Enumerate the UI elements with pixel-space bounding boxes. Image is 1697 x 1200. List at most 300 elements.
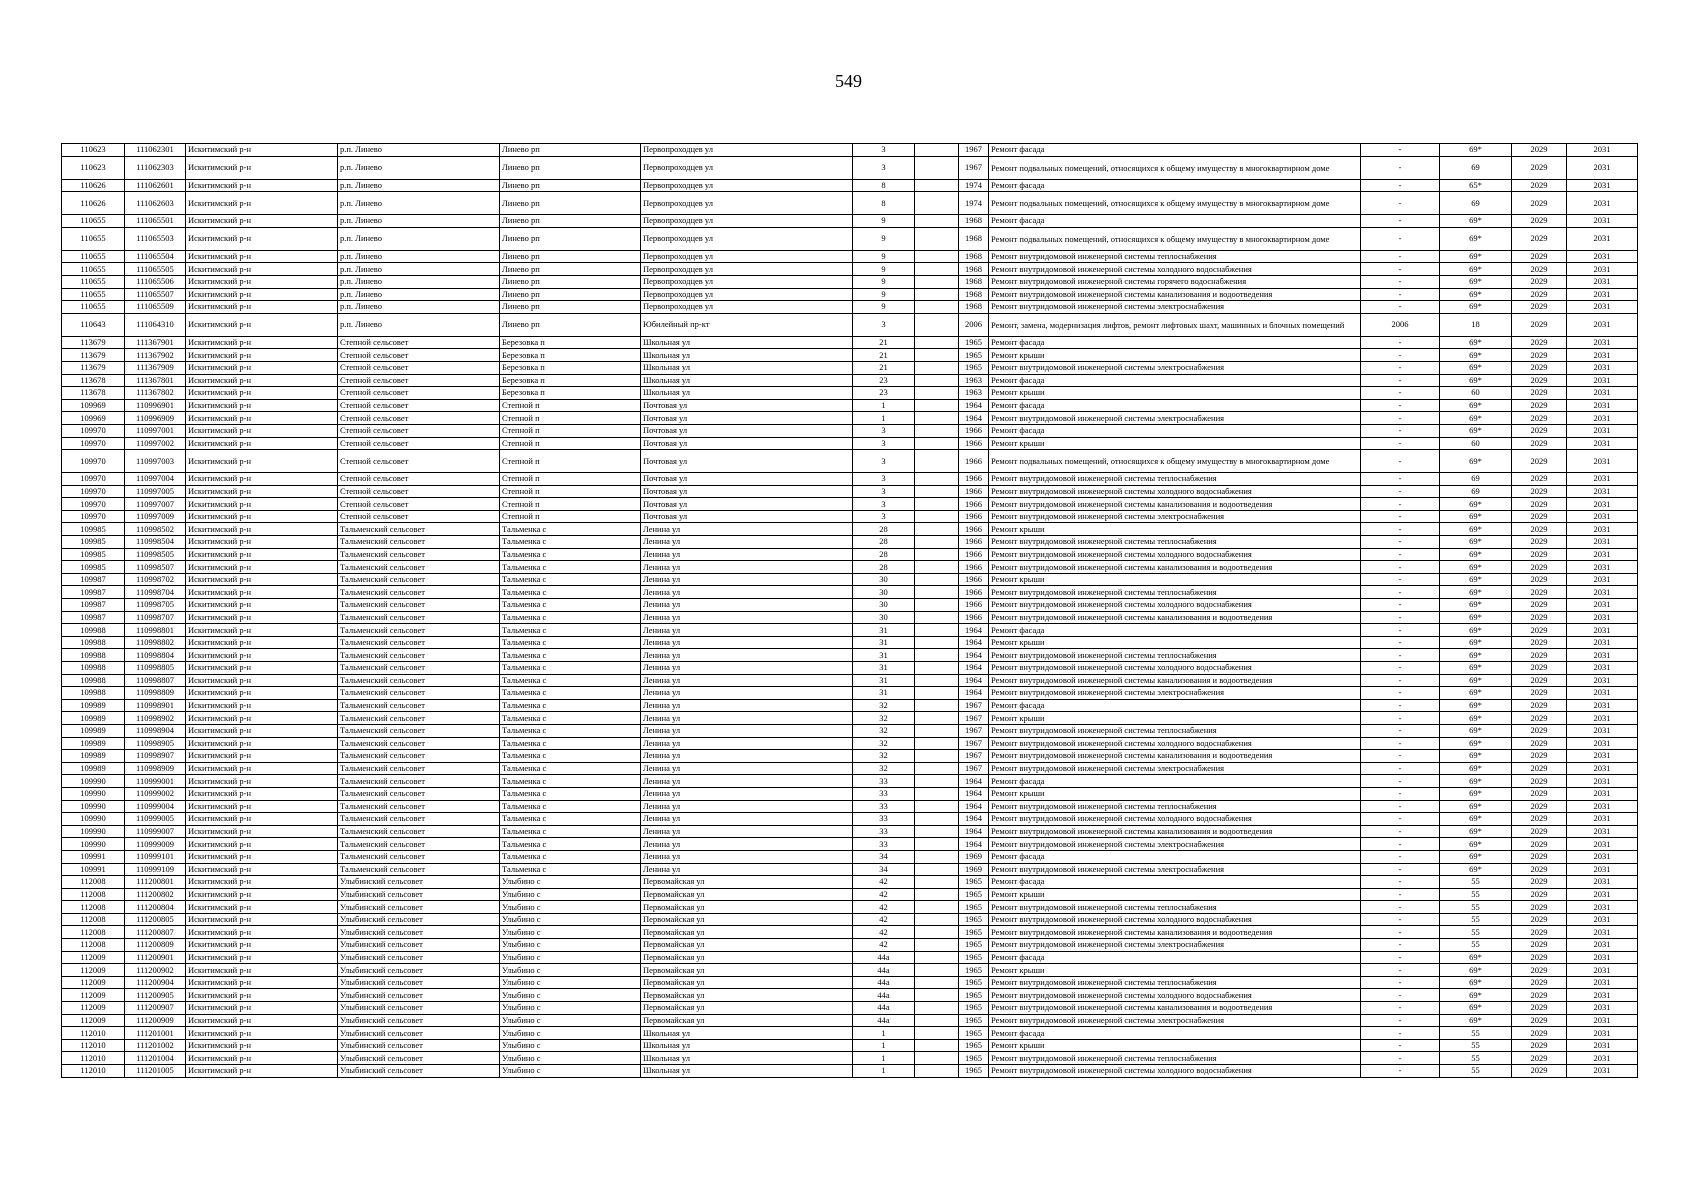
municipality-cell: Улыбинский сельсовет (338, 876, 500, 889)
building-cell (915, 762, 959, 775)
table-row (62, 913, 1638, 926)
work-id-cell: 111200902 (125, 964, 186, 977)
municipality-cell: Степной сельсовет (338, 399, 500, 412)
settlement-cell: Тальменка с (500, 624, 641, 637)
house-number-cell: 44а (853, 951, 915, 964)
district-cell: Искитимский р-н (186, 1039, 338, 1052)
house-id-cell: 112009 (62, 1002, 125, 1015)
work-type-cell: Ремонт фасада (989, 951, 1361, 964)
build-year-cell: 1968 (959, 288, 989, 301)
table-row (62, 926, 1638, 939)
table-row (62, 901, 1638, 914)
build-year-cell: 1966 (959, 510, 989, 523)
house-number-cell: 9 (853, 215, 915, 228)
work-type-cell: Ремонт внутридомовой инженерной системы канализования и водоотведения (989, 288, 1361, 301)
wear-cell: 69* (1440, 399, 1512, 412)
building-cell (915, 712, 959, 725)
house-number-cell: 3 (853, 473, 915, 486)
house-number-cell: 8 (853, 179, 915, 192)
last-repair-year-cell: - (1361, 699, 1440, 712)
building-cell (915, 775, 959, 788)
build-year-cell: 1965 (959, 901, 989, 914)
building-cell (915, 825, 959, 838)
end-year-cell: 2031 (1567, 838, 1638, 851)
start-year-cell: 2029 (1512, 288, 1567, 301)
house-number-cell: 9 (853, 288, 915, 301)
street-cell: Ленина ул (641, 813, 853, 826)
table-row (62, 510, 1638, 523)
house-number-cell: 9 (853, 250, 915, 263)
work-id-cell: 111064310 (125, 313, 186, 336)
work-type-cell: Ремонт внутридомовой инженерной системы горячего водоснабжения (989, 275, 1361, 288)
start-year-cell: 2029 (1512, 586, 1567, 599)
street-cell: Почтовая ул (641, 485, 853, 498)
settlement-cell: Тальменка с (500, 737, 641, 750)
house-id-cell: 109988 (62, 687, 125, 700)
settlement-cell: Тальменка с (500, 586, 641, 599)
end-year-cell: 2031 (1567, 737, 1638, 750)
street-cell: Первопроходцев ул (641, 192, 853, 215)
work-type-cell: Ремонт крыши (989, 523, 1361, 536)
work-type-cell: Ремонт подвальных помещений, относящихся к общему имуществу в многоквартирном доме (989, 192, 1361, 215)
start-year-cell: 2029 (1512, 374, 1567, 387)
municipality-cell: Тальменский сельсовет (338, 825, 500, 838)
work-type-cell: Ремонт крыши (989, 437, 1361, 450)
street-cell: Школьная ул (641, 1065, 853, 1078)
settlement-cell: Степной п (500, 498, 641, 511)
table-row (62, 762, 1638, 775)
build-year-cell: 1967 (959, 750, 989, 763)
municipality-cell: р.п. Линево (338, 215, 500, 228)
building-cell (915, 1065, 959, 1078)
wear-cell: 55 (1440, 876, 1512, 889)
municipality-cell: Тальменский сельсовет (338, 762, 500, 775)
house-number-cell: 21 (853, 361, 915, 374)
last-repair-year-cell: - (1361, 838, 1440, 851)
end-year-cell: 2031 (1567, 450, 1638, 473)
house-id-cell: 112008 (62, 876, 125, 889)
settlement-cell: Тальменка с (500, 762, 641, 775)
build-year-cell: 1968 (959, 301, 989, 314)
building-cell (915, 913, 959, 926)
settlement-cell: Улыбино с (500, 1065, 641, 1078)
end-year-cell: 2031 (1567, 473, 1638, 486)
settlement-cell: Улыбино с (500, 876, 641, 889)
work-id-cell: 110998704 (125, 586, 186, 599)
house-id-cell: 110655 (62, 275, 125, 288)
house-number-cell: 31 (853, 662, 915, 675)
build-year-cell: 1966 (959, 599, 989, 612)
build-year-cell: 1974 (959, 179, 989, 192)
municipality-cell: Тальменский сельсовет (338, 838, 500, 851)
work-type-cell: Ремонт внутридомовой инженерной системы канализования и водоотведения (989, 674, 1361, 687)
start-year-cell: 2029 (1512, 179, 1567, 192)
table-row (62, 1002, 1638, 1015)
table-row (62, 586, 1638, 599)
wear-cell: 69* (1440, 989, 1512, 1002)
municipality-cell: Тальменский сельсовет (338, 800, 500, 813)
end-year-cell: 2031 (1567, 215, 1638, 228)
work-id-cell: 110998802 (125, 636, 186, 649)
building-cell (915, 361, 959, 374)
table-row (62, 301, 1638, 314)
district-cell: Искитимский р-н (186, 636, 338, 649)
build-year-cell: 1965 (959, 976, 989, 989)
house-id-cell: 109990 (62, 800, 125, 813)
building-cell (915, 510, 959, 523)
last-repair-year-cell: - (1361, 951, 1440, 964)
start-year-cell: 2029 (1512, 573, 1567, 586)
end-year-cell: 2031 (1567, 424, 1638, 437)
building-cell (915, 144, 959, 157)
build-year-cell: 1966 (959, 536, 989, 549)
settlement-cell: Тальменка с (500, 813, 641, 826)
work-id-cell: 110998807 (125, 674, 186, 687)
end-year-cell: 2031 (1567, 179, 1638, 192)
building-cell (915, 611, 959, 624)
end-year-cell: 2031 (1567, 301, 1638, 314)
start-year-cell: 2029 (1512, 412, 1567, 425)
build-year-cell: 1966 (959, 450, 989, 473)
house-number-cell: 32 (853, 762, 915, 775)
work-type-cell: Ремонт внутридомовой инженерной системы теплоснабжения (989, 586, 1361, 599)
municipality-cell: Тальменский сельсовет (338, 636, 500, 649)
street-cell: Ленина ул (641, 561, 853, 574)
last-repair-year-cell: - (1361, 876, 1440, 889)
build-year-cell: 1966 (959, 573, 989, 586)
build-year-cell: 1968 (959, 227, 989, 250)
street-cell: Первопроходцев ул (641, 144, 853, 157)
table-row (62, 599, 1638, 612)
district-cell: Искитимский р-н (186, 250, 338, 263)
work-type-cell: Ремонт фасада (989, 179, 1361, 192)
table-row (62, 473, 1638, 486)
building-cell (915, 699, 959, 712)
district-cell: Искитимский р-н (186, 561, 338, 574)
house-number-cell: 21 (853, 336, 915, 349)
table-row (62, 450, 1638, 473)
work-type-cell: Ремонт крыши (989, 349, 1361, 362)
work-type-cell: Ремонт внутридомовой инженерной системы теплоснабжения (989, 901, 1361, 914)
wear-cell: 18 (1440, 313, 1512, 336)
house-number-cell: 42 (853, 926, 915, 939)
district-cell: Искитимский р-н (186, 301, 338, 314)
street-cell: Первомайская ул (641, 951, 853, 964)
street-cell: Школьная ул (641, 349, 853, 362)
end-year-cell: 2031 (1567, 951, 1638, 964)
house-number-cell: 44а (853, 989, 915, 1002)
house-number-cell: 30 (853, 573, 915, 586)
build-year-cell: 1964 (959, 412, 989, 425)
build-year-cell: 1967 (959, 724, 989, 737)
last-repair-year-cell: - (1361, 561, 1440, 574)
work-id-cell: 110998805 (125, 662, 186, 675)
municipality-cell: Тальменский сельсовет (338, 850, 500, 863)
house-number-cell: 33 (853, 838, 915, 851)
municipality-cell: р.п. Линево (338, 301, 500, 314)
municipality-cell: Тальменский сельсовет (338, 536, 500, 549)
district-cell: Искитимский р-н (186, 399, 338, 412)
building-cell (915, 624, 959, 637)
wear-cell: 69 (1440, 192, 1512, 215)
district-cell: Искитимский р-н (186, 412, 338, 425)
municipality-cell: Тальменский сельсовет (338, 662, 500, 675)
building-cell (915, 450, 959, 473)
district-cell: Искитимский р-н (186, 510, 338, 523)
street-cell: Школьная ул (641, 336, 853, 349)
building-cell (915, 424, 959, 437)
settlement-cell: Березовка п (500, 361, 641, 374)
wear-cell: 55 (1440, 913, 1512, 926)
last-repair-year-cell: - (1361, 1039, 1440, 1052)
settlement-cell: Линево рп (500, 250, 641, 263)
settlement-cell: Улыбино с (500, 1027, 641, 1040)
wear-cell: 69* (1440, 775, 1512, 788)
build-year-cell: 1967 (959, 762, 989, 775)
work-id-cell: 111201001 (125, 1027, 186, 1040)
wear-cell: 69* (1440, 674, 1512, 687)
work-type-cell: Ремонт внутридомовой инженерной системы канализования и водоотведения (989, 825, 1361, 838)
house-id-cell: 113678 (62, 374, 125, 387)
street-cell: Первопроходцев ул (641, 288, 853, 301)
district-cell: Искитимский р-н (186, 787, 338, 800)
settlement-cell: Линево рп (500, 156, 641, 179)
last-repair-year-cell: - (1361, 1002, 1440, 1015)
street-cell: Первомайская ул (641, 964, 853, 977)
district-cell: Искитимский р-н (186, 288, 338, 301)
house-id-cell: 110655 (62, 263, 125, 276)
municipality-cell: Улыбинский сельсовет (338, 888, 500, 901)
work-type-cell: Ремонт внутридомовой инженерной системы электроснабжения (989, 939, 1361, 952)
wear-cell: 69* (1440, 573, 1512, 586)
last-repair-year-cell: - (1361, 523, 1440, 536)
wear-cell: 55 (1440, 926, 1512, 939)
building-cell (915, 939, 959, 952)
settlement-cell: Тальменка с (500, 838, 641, 851)
building-cell (915, 215, 959, 228)
wear-cell: 69* (1440, 611, 1512, 624)
municipality-cell: Улыбинский сельсовет (338, 1039, 500, 1052)
build-year-cell: 1965 (959, 1039, 989, 1052)
last-repair-year-cell: - (1361, 964, 1440, 977)
work-type-cell: Ремонт фасада (989, 424, 1361, 437)
municipality-cell: Улыбинский сельсовет (338, 964, 500, 977)
table-row (62, 192, 1638, 215)
build-year-cell: 1974 (959, 192, 989, 215)
end-year-cell: 2031 (1567, 275, 1638, 288)
settlement-cell: Тальменка с (500, 548, 641, 561)
start-year-cell: 2029 (1512, 536, 1567, 549)
work-id-cell: 111200909 (125, 1014, 186, 1027)
build-year-cell: 1967 (959, 156, 989, 179)
end-year-cell: 2031 (1567, 1052, 1638, 1065)
build-year-cell: 1967 (959, 699, 989, 712)
house-id-cell: 109970 (62, 473, 125, 486)
start-year-cell: 2029 (1512, 649, 1567, 662)
house-id-cell: 109987 (62, 611, 125, 624)
building-cell (915, 863, 959, 876)
building-cell (915, 288, 959, 301)
table-row (62, 775, 1638, 788)
end-year-cell: 2031 (1567, 863, 1638, 876)
settlement-cell: Линево рп (500, 144, 641, 157)
street-cell: Почтовая ул (641, 450, 853, 473)
district-cell: Искитимский р-н (186, 850, 338, 863)
end-year-cell: 2031 (1567, 349, 1638, 362)
municipality-cell: Степной сельсовет (338, 473, 500, 486)
settlement-cell: Степной п (500, 424, 641, 437)
wear-cell: 69* (1440, 624, 1512, 637)
work-id-cell: 111367802 (125, 387, 186, 400)
settlement-cell: Степной п (500, 510, 641, 523)
work-id-cell: 111201005 (125, 1065, 186, 1078)
street-cell: Ленина ул (641, 611, 853, 624)
house-number-cell: 1 (853, 1039, 915, 1052)
settlement-cell: Улыбино с (500, 1002, 641, 1015)
district-cell: Искитимский р-н (186, 349, 338, 362)
building-cell (915, 989, 959, 1002)
end-year-cell: 2031 (1567, 800, 1638, 813)
build-year-cell: 1965 (959, 888, 989, 901)
house-number-cell: 44а (853, 976, 915, 989)
house-id-cell: 109989 (62, 750, 125, 763)
end-year-cell: 2031 (1567, 561, 1638, 574)
work-id-cell: 110998907 (125, 750, 186, 763)
work-type-cell: Ремонт внутридомовой инженерной системы холодного водоснабжения (989, 599, 1361, 612)
building-cell (915, 649, 959, 662)
table-row (62, 699, 1638, 712)
table-row (62, 144, 1638, 157)
district-cell: Искитимский р-н (186, 485, 338, 498)
wear-cell: 69* (1440, 636, 1512, 649)
house-id-cell: 112008 (62, 901, 125, 914)
work-type-cell: Ремонт фасада (989, 624, 1361, 637)
settlement-cell: Тальменка с (500, 787, 641, 800)
settlement-cell: Улыбино с (500, 888, 641, 901)
municipality-cell: Тальменский сельсовет (338, 750, 500, 763)
wear-cell: 69* (1440, 813, 1512, 826)
municipality-cell: Степной сельсовет (338, 485, 500, 498)
street-cell: Ленина ул (641, 850, 853, 863)
building-cell (915, 901, 959, 914)
house-id-cell: 110655 (62, 301, 125, 314)
end-year-cell: 2031 (1567, 336, 1638, 349)
district-cell: Искитимский р-н (186, 374, 338, 387)
building-cell (915, 227, 959, 250)
work-type-cell: Ремонт внутридомовой инженерной системы холодного водоснабжения (989, 548, 1361, 561)
build-year-cell: 1965 (959, 913, 989, 926)
street-cell: Первомайская ул (641, 976, 853, 989)
table-row (62, 1014, 1638, 1027)
end-year-cell: 2031 (1567, 611, 1638, 624)
build-year-cell: 1966 (959, 523, 989, 536)
start-year-cell: 2029 (1512, 838, 1567, 851)
start-year-cell: 2029 (1512, 485, 1567, 498)
district-cell: Искитимский р-н (186, 649, 338, 662)
start-year-cell: 2029 (1512, 750, 1567, 763)
work-type-cell: Ремонт фасада (989, 399, 1361, 412)
build-year-cell: 1969 (959, 850, 989, 863)
building-cell (915, 1014, 959, 1027)
house-number-cell: 9 (853, 301, 915, 314)
build-year-cell: 2006 (959, 313, 989, 336)
work-id-cell: 110997002 (125, 437, 186, 450)
house-number-cell: 42 (853, 876, 915, 889)
district-cell: Искитимский р-н (186, 473, 338, 486)
house-id-cell: 109970 (62, 485, 125, 498)
building-cell (915, 573, 959, 586)
work-id-cell: 110998909 (125, 762, 186, 775)
street-cell: Почтовая ул (641, 424, 853, 437)
house-number-cell: 28 (853, 561, 915, 574)
building-cell (915, 349, 959, 362)
settlement-cell: Тальменка с (500, 750, 641, 763)
house-number-cell: 9 (853, 263, 915, 276)
work-id-cell: 110998705 (125, 599, 186, 612)
settlement-cell: Тальменка с (500, 523, 641, 536)
house-number-cell: 44а (853, 1014, 915, 1027)
building-cell (915, 951, 959, 964)
build-year-cell: 1965 (959, 951, 989, 964)
street-cell: Первомайская ул (641, 913, 853, 926)
municipality-cell: Тальменский сельсовет (338, 586, 500, 599)
end-year-cell: 2031 (1567, 361, 1638, 374)
house-id-cell: 109988 (62, 674, 125, 687)
building-cell (915, 192, 959, 215)
start-year-cell: 2029 (1512, 336, 1567, 349)
district-cell: Искитимский р-н (186, 737, 338, 750)
street-cell: Школьная ул (641, 1052, 853, 1065)
street-cell: Юбилейный пр-кт (641, 313, 853, 336)
district-cell: Искитимский р-н (186, 227, 338, 250)
settlement-cell: Улыбино с (500, 989, 641, 1002)
build-year-cell: 1966 (959, 437, 989, 450)
start-year-cell: 2029 (1512, 523, 1567, 536)
municipality-cell: Тальменский сельсовет (338, 624, 500, 637)
start-year-cell: 2029 (1512, 144, 1567, 157)
house-number-cell: 30 (853, 611, 915, 624)
work-type-cell: Ремонт внутридомовой инженерной системы канализования и водоотведения (989, 1002, 1361, 1015)
house-id-cell: 109991 (62, 863, 125, 876)
build-year-cell: 1967 (959, 737, 989, 750)
building-cell (915, 156, 959, 179)
end-year-cell: 2031 (1567, 1002, 1638, 1015)
work-type-cell: Ремонт внутридомовой инженерной системы электроснабжения (989, 412, 1361, 425)
house-id-cell: 109991 (62, 850, 125, 863)
municipality-cell: Тальменский сельсовет (338, 649, 500, 662)
work-id-cell: 111062301 (125, 144, 186, 157)
work-id-cell: 111200804 (125, 901, 186, 914)
end-year-cell: 2031 (1567, 485, 1638, 498)
start-year-cell: 2029 (1512, 1052, 1567, 1065)
start-year-cell: 2029 (1512, 624, 1567, 637)
work-type-cell: Ремонт внутридомовой инженерной системы электроснабжения (989, 1014, 1361, 1027)
build-year-cell: 1966 (959, 498, 989, 511)
last-repair-year-cell: - (1361, 800, 1440, 813)
house-number-cell: 3 (853, 485, 915, 498)
build-year-cell: 1965 (959, 1065, 989, 1078)
building-cell (915, 1039, 959, 1052)
build-year-cell: 1965 (959, 336, 989, 349)
house-number-cell: 9 (853, 227, 915, 250)
table-row (62, 800, 1638, 813)
street-cell: Почтовая ул (641, 412, 853, 425)
municipality-cell: Тальменский сельсовет (338, 863, 500, 876)
building-cell (915, 485, 959, 498)
start-year-cell: 2029 (1512, 813, 1567, 826)
building-cell (915, 250, 959, 263)
work-id-cell: 111201002 (125, 1039, 186, 1052)
